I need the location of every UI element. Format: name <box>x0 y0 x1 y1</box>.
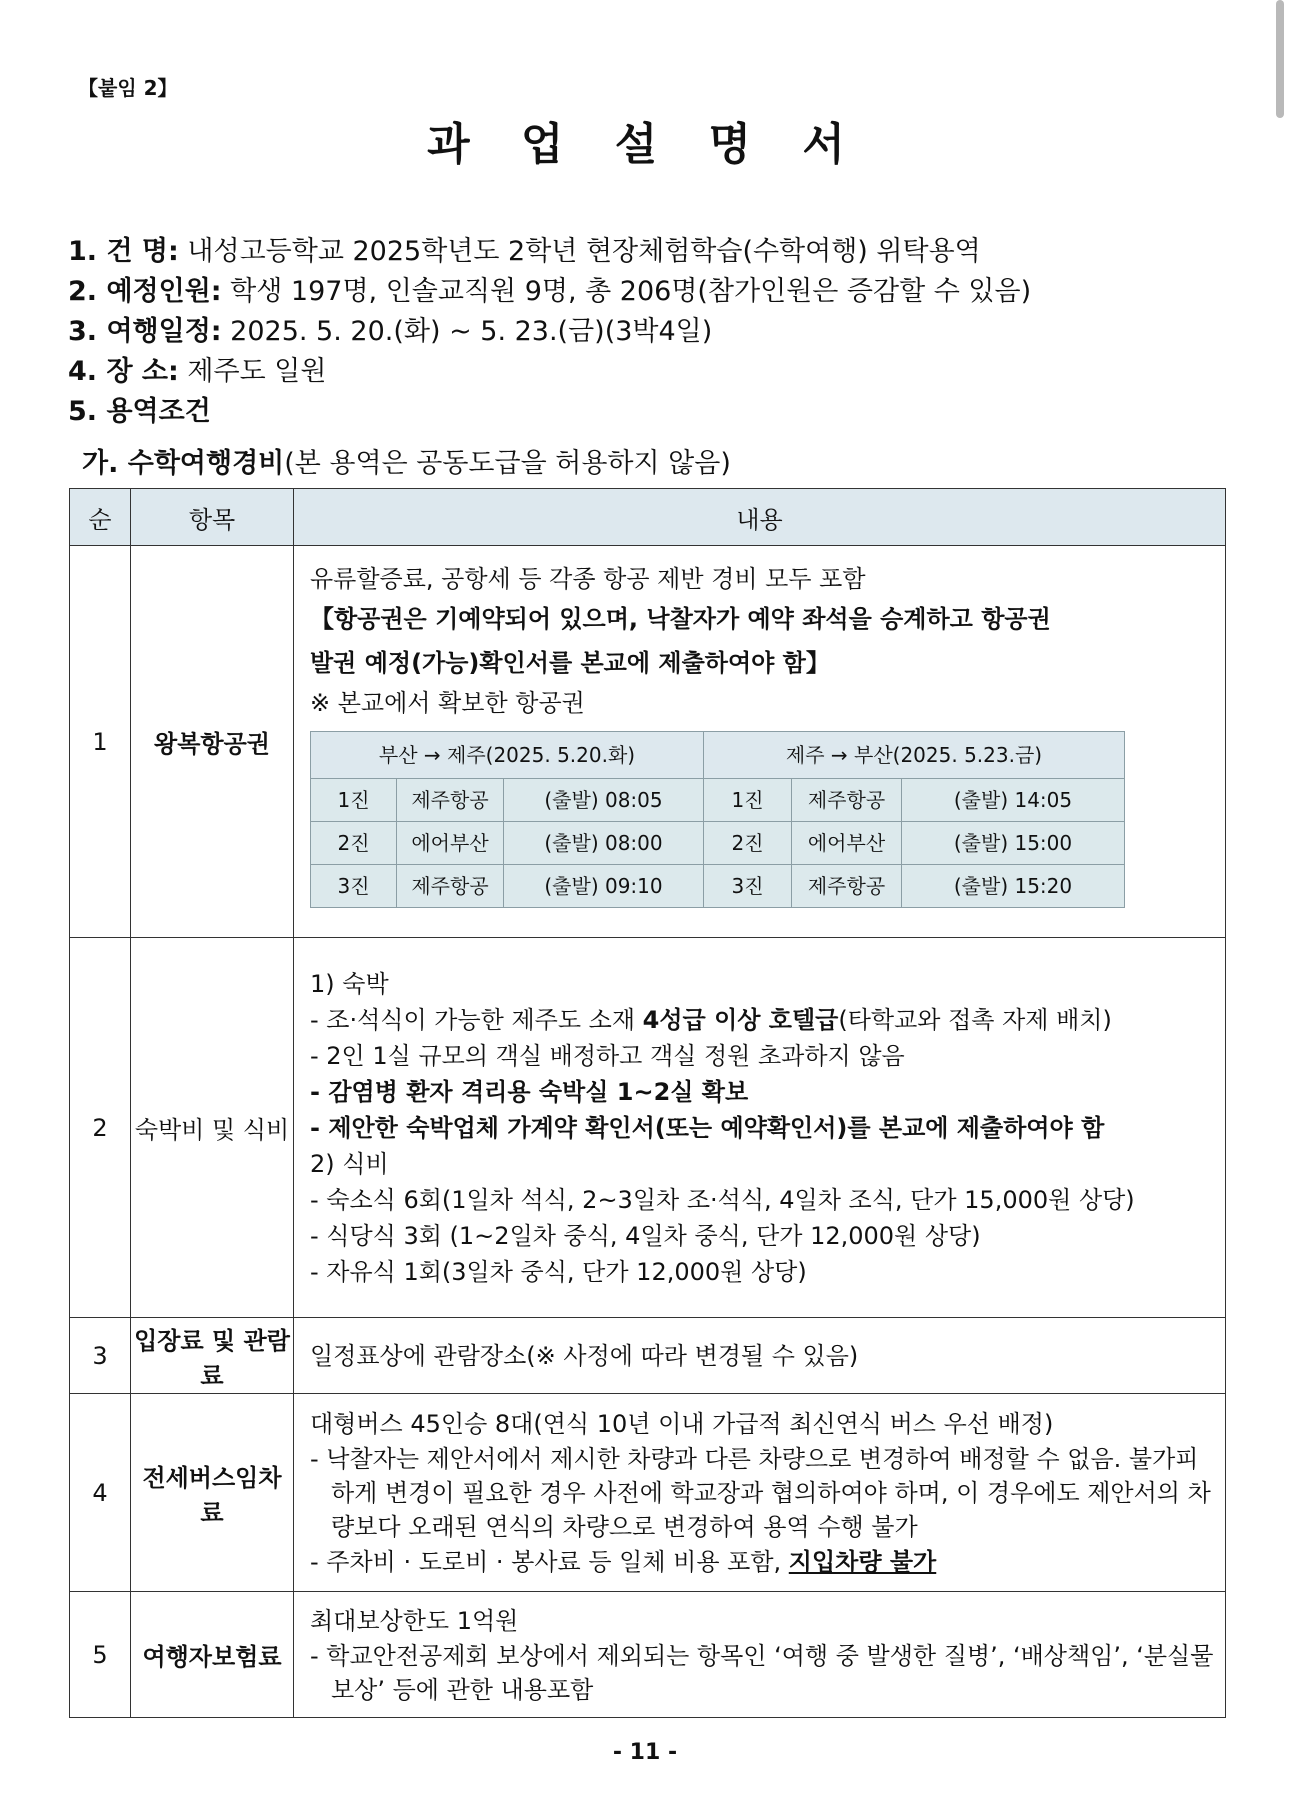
item-label: 4. 장 소: <box>68 356 179 387</box>
table-row <box>70 1318 1226 1394</box>
flight-time: (출발) 14:05 <box>902 779 1125 822</box>
section-heading <box>82 441 731 480</box>
page-title: 과 업 설 명 서 <box>427 119 863 170</box>
flight-group: 1진 <box>311 779 397 822</box>
item-label: 5. 용역조건 <box>68 396 211 427</box>
row-content <box>294 938 1226 1318</box>
flight-row <box>311 822 1125 865</box>
row-no: 4 <box>70 1394 131 1592</box>
content-line: - 자유식 1회(3일차 중식, 단가 12,000원 상당) <box>310 1257 807 1286</box>
flight-airline: 에어부산 <box>792 822 902 865</box>
flight-airline: 제주항공 <box>397 779 504 822</box>
row-no: 1 <box>70 546 131 938</box>
content-line: 【항공권은 기예약되어 있으며, 낙찰자가 예약 좌석을 승계하고 항공권 <box>310 605 1051 633</box>
flight-airline: 에어부산 <box>397 822 504 865</box>
row-item: 입장료 및 관람료 <box>131 1318 294 1394</box>
flight-group: 1진 <box>704 779 792 822</box>
content-line: 2) 식비 <box>310 1149 389 1178</box>
flight-airline: 제주항공 <box>792 779 902 822</box>
row-no: 2 <box>70 938 131 1318</box>
content-line: - 2인 1실 규모의 객실 배정하고 객실 정원 초과하지 않음 <box>310 1041 905 1070</box>
header-no: 순 <box>70 489 131 546</box>
content-line: 1) 숙박 <box>310 969 389 998</box>
flight-time: (출발) 15:00 <box>902 822 1125 865</box>
item-label: 2. 예정인원: <box>68 276 222 307</box>
flight-group: 3진 <box>704 865 792 908</box>
row-no: 3 <box>70 1318 131 1394</box>
item-value: 내성고등학교 2025학년도 2학년 현장체험학습(수학여행) 위탁용역 <box>187 236 981 267</box>
header-item: 항목 <box>131 489 294 546</box>
content-line: 일정표상에 관람장소(※ 사정에 따라 변경될 수 있음) <box>310 1341 859 1370</box>
expense-table <box>69 488 1226 1718</box>
row-item: 왕복항공권 <box>131 546 294 938</box>
flight-table <box>310 731 1125 908</box>
content-line: 발권 예정(가능)확인서를 본교에 제출하여야 함】 <box>310 649 830 677</box>
content-line <box>310 1544 1215 1580</box>
table-row <box>70 546 1226 938</box>
row-content <box>294 1592 1226 1718</box>
overview-item <box>68 272 1031 312</box>
content-line: - 감염병 환자 격리용 숙박실 1~2실 확보 <box>310 1077 749 1106</box>
flight-out-header: 부산 → 제주(2025. 5.20.화) <box>311 732 704 779</box>
row-content <box>294 546 1226 938</box>
flight-time: (출발) 09:10 <box>504 865 704 908</box>
content-line: - 낙찰자는 제안서에서 제시한 차량과 다른 차량으로 변경하여 배정할 수 없음. 불가피하게 변경이 필요한 경우 사전에 학교장과 협의하여야 하며, 이 경우에도 제안서의 차량보다 오래된 연식의 차량으로 변경하여 용역 수행 불가 <box>310 1444 1211 1541</box>
content-line: - 제안한 숙박업체 가계약 확인서(또는 예약확인서)를 본교에 제출하여야 함 <box>310 1113 1105 1142</box>
attachment-label: 【붙임 2】 <box>78 76 178 100</box>
section-label: 가. 수학여행경비 <box>82 448 285 479</box>
content-note: ※ 본교에서 확보한 항공권 <box>310 689 585 717</box>
flight-group: 3진 <box>311 865 397 908</box>
content-line <box>310 1002 1215 1038</box>
row-content <box>294 1318 1226 1394</box>
scrollbar[interactable] <box>1276 0 1284 118</box>
table-row <box>70 938 1226 1318</box>
item-value: 2025. 5. 20.(화) ~ 5. 23.(금)(3박4일) <box>230 316 713 347</box>
flight-time: (출발) 08:00 <box>504 822 704 865</box>
content-line: - 학교안전공제회 보상에서 제외되는 항목인 ‘여행 중 발생한 질병’, ‘배상책임’, ‘분실물보상’ 등에 관한 내용포함 <box>310 1641 1214 1704</box>
text: - 주차비 · 도로비 · 봉사료 등 일체 비용 포함, <box>310 1547 789 1576</box>
flight-time: (출발) 15:20 <box>902 865 1125 908</box>
table-row <box>70 1592 1226 1718</box>
overview-item <box>68 352 1031 392</box>
row-content <box>294 1394 1226 1592</box>
content-line: 유류할증료, 공항세 등 각종 항공 제반 경비 모두 포함 <box>310 565 866 593</box>
overview-item <box>68 392 1031 432</box>
flight-group: 2진 <box>704 822 792 865</box>
content-line: - 식당식 3회 (1~2일차 중식, 4일차 중식, 단가 12,000원 상당) <box>310 1221 981 1250</box>
row-item: 여행자보험료 <box>131 1592 294 1718</box>
page-number: - 11 - <box>612 1740 678 1765</box>
overview-item <box>68 232 1031 272</box>
section-note: (본 용역은 공동도급을 허용하지 않음) <box>284 448 731 479</box>
text-bold: 4성급 이상 호텔급 <box>642 1005 839 1034</box>
row-no: 5 <box>70 1592 131 1718</box>
flight-row <box>311 865 1125 908</box>
item-value: 제주도 일원 <box>187 356 327 387</box>
flight-header-row <box>311 732 1125 779</box>
item-label: 1. 건 명: <box>68 236 179 267</box>
content-line: 대형버스 45인승 8대(연식 10년 이내 가급적 최신연식 버스 우선 배정) <box>310 1409 1054 1438</box>
flight-row <box>311 779 1125 822</box>
content-line: 최대보상한도 1억원 <box>310 1606 519 1635</box>
header-content: 내용 <box>294 489 1226 546</box>
text: (타학교와 접촉 자제 배치) <box>838 1005 1112 1034</box>
flight-airline: 제주항공 <box>397 865 504 908</box>
text-underlined: 지입차량 불가 <box>788 1547 937 1576</box>
overview-list <box>68 232 1031 432</box>
flight-airline: 제주항공 <box>792 865 902 908</box>
row-item: 숙박비 및 식비 <box>131 938 294 1318</box>
content-line: - 숙소식 6회(1일차 석식, 2~3일차 조·석식, 4일차 조식, 단가 15,000원 상당) <box>310 1185 1135 1214</box>
item-label: 3. 여행일정: <box>68 316 222 347</box>
item-value: 학생 197명, 인솔교직원 9명, 총 206명(참가인원은 증감할 수 있음) <box>230 276 1032 307</box>
row-item: 전세버스임차료 <box>131 1394 294 1592</box>
table-row <box>70 1394 1226 1592</box>
flight-time: (출발) 08:05 <box>504 779 704 822</box>
table-header-row <box>70 489 1226 546</box>
overview-item <box>68 312 1031 352</box>
text: - 조·석식이 가능한 제주도 소재 <box>310 1005 643 1034</box>
flight-group: 2진 <box>311 822 397 865</box>
flight-return-header: 제주 → 부산(2025. 5.23.금) <box>704 732 1125 779</box>
